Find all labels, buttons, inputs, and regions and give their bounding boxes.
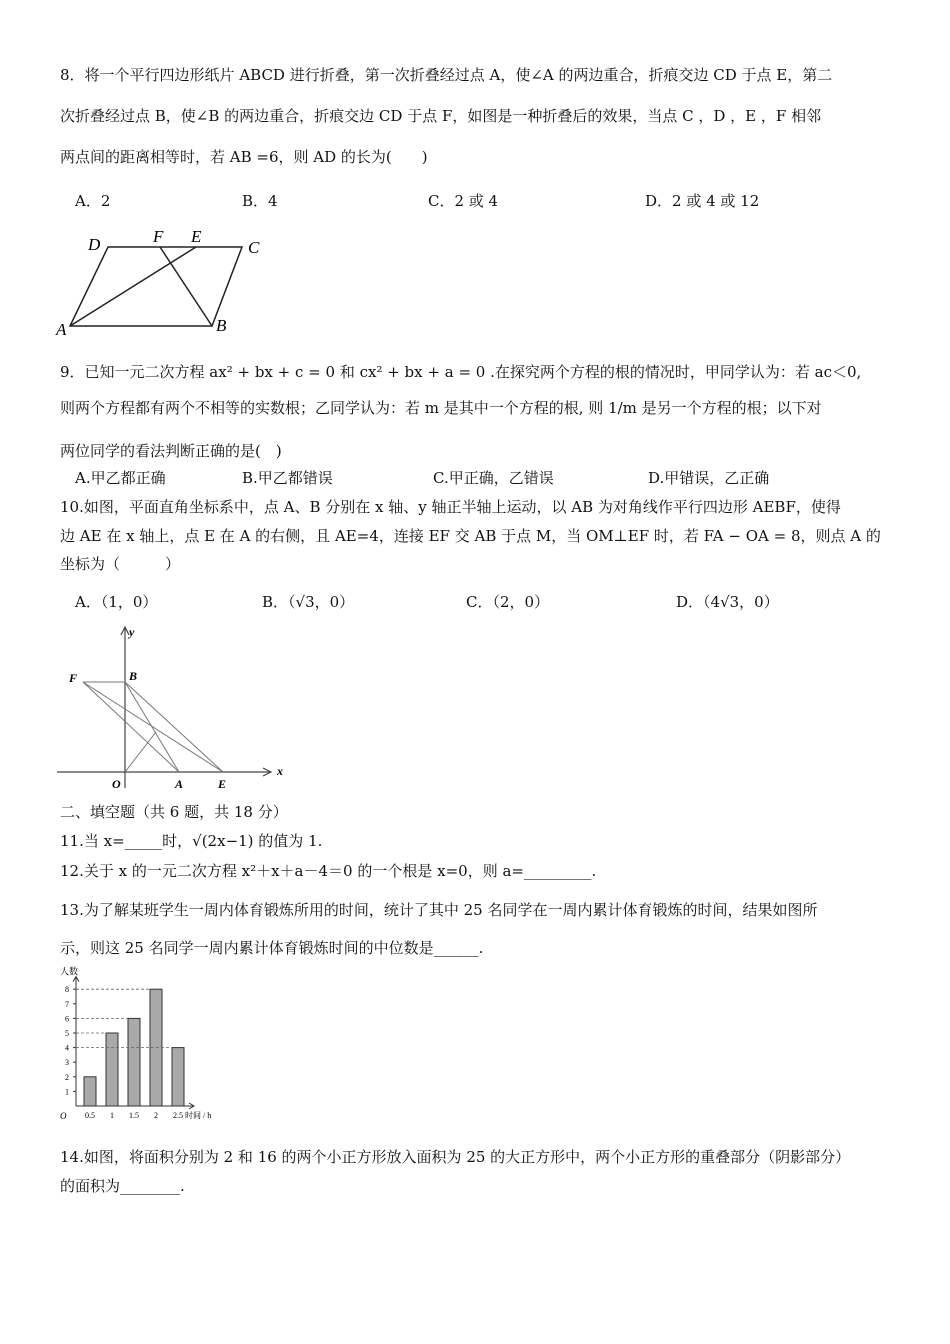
y-tick-label: 7 <box>65 999 69 1009</box>
q9-option-a: A.甲乙都正确 <box>75 469 166 487</box>
label-e: E <box>191 227 202 246</box>
q8-line-2: 次折叠经过点 B，使∠B 的两边重合，折痕交边 CD 于点 F，如图是一种折叠后的效果，当点 C ，D ，E ，F 相邻 <box>60 107 822 125</box>
q9-line-2: 则两个方程都有两个不相等的实数根；乙同学认为：若 m 是其中一个方程的根, 则 1/m 是另一个方程的根；以下对 <box>60 399 822 417</box>
label-f: F <box>153 227 164 246</box>
y-tick-label: 4 <box>65 1043 69 1053</box>
q10-option-a: A．（1，0） <box>75 593 158 611</box>
label-a: A <box>56 320 67 339</box>
x-tick-label: 1.5 <box>129 1111 139 1120</box>
fold-line-bf <box>160 247 212 326</box>
q14-line-1: 14.如图，将面积分别为 2 和 16 的两个小正方形放入面积为 25 的大正方形中，两个小正方形的重叠部分（阴影部分） <box>60 1148 851 1166</box>
q9-option-b: B.甲乙都错误 <box>242 469 333 487</box>
label-b: B <box>129 669 138 683</box>
bar <box>84 1077 96 1106</box>
y-tick-label: 6 <box>65 1014 69 1024</box>
segment-fa <box>83 682 179 772</box>
segment-ba <box>125 682 179 772</box>
q8-option-a: A．2 <box>75 192 111 210</box>
q11-text: 11.当 x=_____时，√(2x−1) 的值为 1. <box>60 832 323 850</box>
q10-line-1: 10.如图，平面直角坐标系中，点 A、B 分别在 x 轴、y 轴正半轴上运动，以 AB 为对角线作平行四边形 AEBF，使得 <box>60 498 841 516</box>
x-tick-label: 2.5 <box>173 1111 183 1120</box>
q13-bar-chart <box>54 964 234 1134</box>
q10-option-b: B．（√3，0） <box>262 593 355 611</box>
parallelogram-abcd <box>70 247 242 326</box>
x-axis-title: 时间 / h <box>185 1111 212 1120</box>
segment-fe <box>83 682 223 772</box>
label-e: E <box>218 777 227 791</box>
label-x: x <box>277 764 283 778</box>
x-tick-label: 2 <box>154 1111 158 1120</box>
bar <box>172 1048 184 1106</box>
section-2-heading: 二、填空题（共 6 题，共 18 分） <box>60 803 288 821</box>
segment-be <box>125 682 223 772</box>
q9-option-c: C.甲正确，乙错误 <box>433 469 554 487</box>
bar <box>128 1018 140 1106</box>
q10-option-d: D．（4√3，0） <box>676 593 779 611</box>
label-y: y <box>129 625 135 639</box>
label-d: D <box>88 235 101 254</box>
label-a: A <box>175 777 184 791</box>
q13-line-2: 示，则这 25 名同学一周内累计体育锻炼时间的中位数是______. <box>60 939 484 957</box>
y-tick-label: 8 <box>65 985 69 995</box>
q14-line-2: 的面积为________. <box>60 1177 185 1195</box>
y-axis-title: 人数 <box>60 966 79 977</box>
y-tick-label: 3 <box>65 1058 69 1068</box>
label-f: F <box>69 671 78 685</box>
q10-option-c: C．（2，0） <box>466 593 550 611</box>
q13-line-1: 13.为了解某班学生一周内体育锻炼所用的时间，统计了其中 25 名同学在一周内累计体育锻炼的时间，结果如图所 <box>60 901 818 919</box>
y-tick-label: 2 <box>65 1072 69 1082</box>
x-tick-label: 0.5 <box>85 1111 95 1120</box>
label-o: O <box>112 777 121 791</box>
q9-option-d: D.甲错误，乙正确 <box>648 469 770 487</box>
bar <box>106 1033 118 1106</box>
q8-line-1: 8．将一个平行四边形纸片 ABCD 进行折叠，第一次折叠经过点 A，使∠A 的两边重合，折痕交边 CD 于点 E，第二 <box>60 66 833 84</box>
q10-line-3: 坐标为（ ） <box>60 555 181 573</box>
q9-line-1: 9．已知一元二次方程 ax² + bx + c = 0 和 cx² + bx + a = 0 .在探究两个方程的根的情况时，甲同学认为：若 ac＜0, <box>60 363 862 381</box>
q10-line-2: 边 AE 在 x 轴上，点 E 在 A 的右侧，且 AE=4，连接 EF 交 AB 于点 M，当 OM⊥EF 时，若 FA − OA = 8，则点 A 的 <box>60 527 881 545</box>
q8-option-c: C．2 或 4 <box>428 192 499 210</box>
q9-line-3: 两位同学的看法判断正确的是( ) <box>60 442 282 460</box>
x-tick-label: 1 <box>110 1111 114 1120</box>
origin-label: O <box>60 1111 67 1121</box>
segment-om <box>125 732 156 772</box>
label-b: B <box>216 316 227 335</box>
q10-coordinate-figure <box>55 622 295 794</box>
q12-text: 12.关于 x 的一元二次方程 x²＋x＋a－4＝0 的一个根是 x=0，则 a=_________. <box>60 862 597 880</box>
q8-option-d: D．2 或 4 或 12 <box>645 192 760 210</box>
y-tick-label: 5 <box>65 1029 69 1038</box>
q8-parallelogram-figure <box>50 222 280 340</box>
y-tick-label: 1 <box>65 1087 69 1097</box>
q8-line-3: 两点间的距离相等时，若 AB =6，则 AD 的长为( ) <box>60 148 428 166</box>
label-c: C <box>248 238 260 257</box>
q8-option-b: B．4 <box>242 192 278 210</box>
